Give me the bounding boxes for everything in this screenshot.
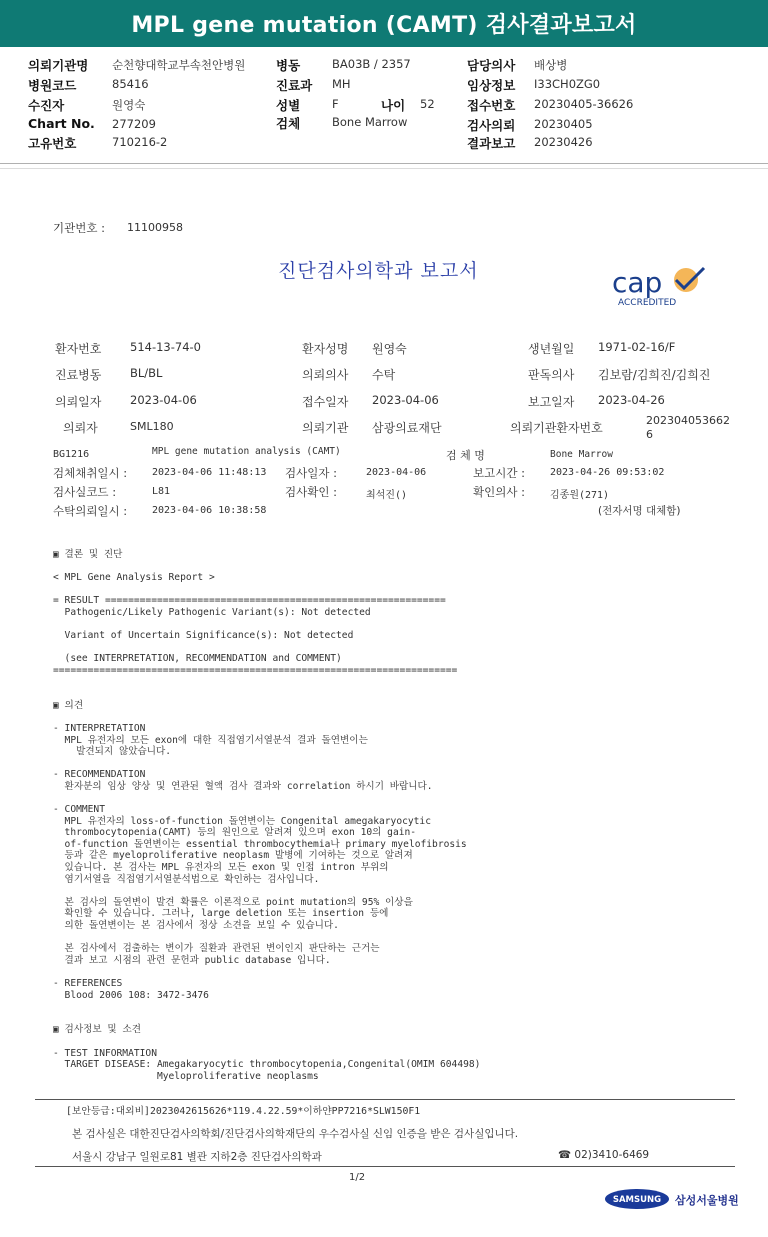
cap-sub: ACCREDITED — [618, 298, 677, 308]
org-no-label: 기관번호 : — [53, 221, 105, 235]
patient-value: 2023-04-06 — [372, 393, 439, 407]
patient-value: 2023-04-06 — [130, 393, 197, 407]
header-label: 담당의사 — [467, 58, 516, 73]
cap-text: cap — [612, 266, 663, 299]
report-body: ▣ 결론 및 진단 < MPL Gene Analysis Report > = RESULT =========================================================== Pathogenic/Likely Pathogenic Variant(s): Not detected Variant of Uncertain Significance(s): Not detected (see INTERPRETATION, RECOMMENDATION and COMMENT) ====================================================================== ▣ 의견 - INTERPRETATION MPL 유전자의 모든 exon에 대한 직접염기서열분석 결과 돌연변이는 발견되지 않았습니다. - RECOMMENDATION 환자분의 임상 양상 및 연관된 혈액 검사 결과와 correlation 하시기 바랍니다. - COMMENT MPL 유전자의 loss-of-function 돌연변이는 Congenital amegakaryocytic thrombocytopenia(CAMT) 등의 원인으로 알려져 있으며 exon 10의 gain- of-function 돌연변이는 essential thrombocythemia나 primary myelofibrosis 등과 같은 myeloproliferative neoplasm 발병에 기여하는 것으로 알려져 있습니다. 본 검사는 MPL 유전자의 모든 exon 및 인접 intron 부위의 염기서열을 직접염기서열분석법으로 확인하는 검사입니다. 본 검사의 돌연변이 발견 확률은 이론적으로 point mutation의 95% 이상을 확인할 수 있습니다. 그러나, large deletion 또는 insertion 등에 의한 돌연변이는 본 검사에서 정상 소견을 보일 수 있습니다. 본 검사에서 검출하는 변이가 질환과 관련된 변이인지 판단하는 근거는 결과 보고 시점의 관련 문헌과 public database 입니다. - REFERENCES Blood 2006 108: 3472-3476 ▣ 검사정보 및 소견 - TEST INFORMATION TARGET DISEASE: Amegakaryocytic thrombocytopenia,Congenital(OMIM 604498) Myeloproliferative neoplasms — [53, 549, 481, 1082]
patient-key: 생년월일 — [528, 342, 575, 356]
patient-key: 의뢰기관 — [302, 421, 349, 435]
patient-value-wrap: 6 — [646, 428, 653, 441]
patient-key: 판독의사 — [528, 368, 575, 382]
lab-phone: ☎ 02)3410-6469 — [558, 1149, 650, 1161]
patient-key: 보고일자 — [528, 395, 575, 409]
info-value: 2023-04-06 — [366, 467, 427, 478]
header-value: 원영숙 — [112, 98, 146, 112]
esign-note: (전자서명 대체함) — [598, 505, 681, 517]
header-value: MH — [332, 77, 351, 91]
samsung-logo-text: SAMSUNG — [612, 1195, 662, 1205]
header-label: 병원코드 — [28, 78, 77, 93]
info-key: 검사확인 : — [285, 485, 337, 499]
age-value: 52 — [420, 97, 435, 111]
test-code: BG1216 — [53, 449, 90, 460]
cap-accredited-logo — [612, 264, 708, 308]
header-label: 병동 — [276, 58, 301, 73]
footer-divider — [35, 1099, 735, 1100]
info-key: 검사일자 : — [285, 466, 337, 480]
doc-title: 진단검사의학과 보고서 — [278, 260, 479, 282]
header-value: 710216-2 — [112, 135, 168, 149]
header-label: 임상정보 — [467, 78, 516, 93]
patient-value: 김보람/김희진/김희진 — [598, 368, 711, 382]
org-no-value: 11100958 — [127, 221, 183, 234]
header-value: 20230405 — [534, 117, 593, 131]
header-value: 20230426 — [534, 135, 593, 149]
patient-key: 의뢰일자 — [55, 395, 102, 409]
page-number: 1/2 — [349, 1172, 366, 1183]
patient-value: 202304053662 — [646, 414, 730, 427]
lab-address: 서울시 강남구 일원로81 별관 지하2층 진단검사의학과 — [72, 1151, 322, 1163]
info-value: 최석진() — [366, 490, 408, 501]
header-label: 검체 — [276, 116, 301, 131]
header-value: 배상병 — [534, 58, 568, 72]
header-value: 순천향대학교부속천안병원 — [112, 58, 246, 72]
info-key: 검체채취일시 : — [53, 466, 128, 480]
age-label: 나이 — [381, 98, 406, 113]
header-label: 검사의뢰 — [467, 118, 516, 133]
info-value: 김종원(271) — [550, 490, 610, 501]
header-label: Chart No. — [28, 116, 95, 131]
patient-key: 환자성명 — [302, 342, 349, 356]
patient-key: 의뢰의사 — [302, 368, 349, 382]
header-value: BA03B / 2357 — [332, 57, 411, 71]
info-key: 수탁의뢰일시 : — [53, 504, 128, 518]
info-value: 2023-04-26 09:53:02 — [550, 467, 665, 478]
patient-key: 환자번호 — [55, 342, 102, 356]
patient-key: 의뢰기관환자번호 — [510, 421, 603, 435]
info-value: L81 — [152, 486, 171, 497]
header-value: 20230405-36626 — [534, 97, 634, 111]
header-label: 진료과 — [276, 78, 313, 93]
test-name: MPL gene mutation analysis (CAMT) — [152, 446, 341, 457]
info-key: 보고시간 : — [473, 466, 525, 480]
patient-key: 접수일자 — [302, 395, 349, 409]
header-label: 성별 — [276, 98, 301, 113]
patient-key: 진료병동 — [55, 368, 102, 382]
patient-value: 2023-04-26 — [598, 393, 665, 407]
header-label: 결과보고 — [467, 136, 516, 151]
patient-value: 1971-02-16/F — [598, 340, 676, 354]
patient-value: BL/BL — [130, 366, 163, 380]
header-value: 85416 — [112, 77, 149, 91]
report-title: MPL gene mutation (CAMT) 검사결과보고서 — [131, 13, 637, 38]
header-label: 접수번호 — [467, 98, 516, 113]
patient-value: 수탁 — [372, 368, 396, 382]
header-label: 의뢰기관명 — [28, 58, 89, 73]
info-key: 검사실코드 : — [53, 485, 117, 499]
patient-value: 삼광의료재단 — [372, 421, 442, 435]
info-value: 2023-04-06 10:38:58 — [152, 505, 267, 516]
header-divider — [0, 163, 768, 164]
header-value: I33CH0ZG0 — [534, 77, 601, 91]
footer-divider — [35, 1166, 735, 1167]
patient-key: 의뢰자 — [63, 421, 98, 435]
patient-value: 원영숙 — [372, 342, 407, 356]
samsung-logo — [604, 1188, 670, 1210]
header-value: F — [332, 97, 339, 111]
header-value: Bone Marrow — [332, 115, 408, 129]
patient-value: 514-13-74-0 — [130, 340, 201, 354]
info-value: 2023-04-06 11:48:13 — [152, 467, 267, 478]
report-title-bar — [0, 0, 768, 47]
hospital-name-logo: 삼성서울병원 — [675, 1194, 739, 1207]
header-label: 수진자 — [28, 98, 65, 113]
info-key: 확인의사 : — [473, 485, 525, 499]
certification-text: 본 검사실은 대한진단검사의학회/진단검사의학재단의 우수검사실 신임 인증을 받은 검사실입니다. — [72, 1128, 519, 1140]
header-label: 고유번호 — [28, 136, 77, 151]
header-divider — [0, 168, 768, 169]
specimen-value: Bone Marrow — [550, 449, 613, 460]
specimen-label: 검 체 명 — [446, 449, 485, 462]
patient-value: SML180 — [130, 420, 174, 433]
header-value: 277209 — [112, 117, 156, 131]
security-line: [보안등급:대외비]2023042615626*119.4.22.59*이하얀PP7216*SLW150F1 — [66, 1106, 421, 1117]
